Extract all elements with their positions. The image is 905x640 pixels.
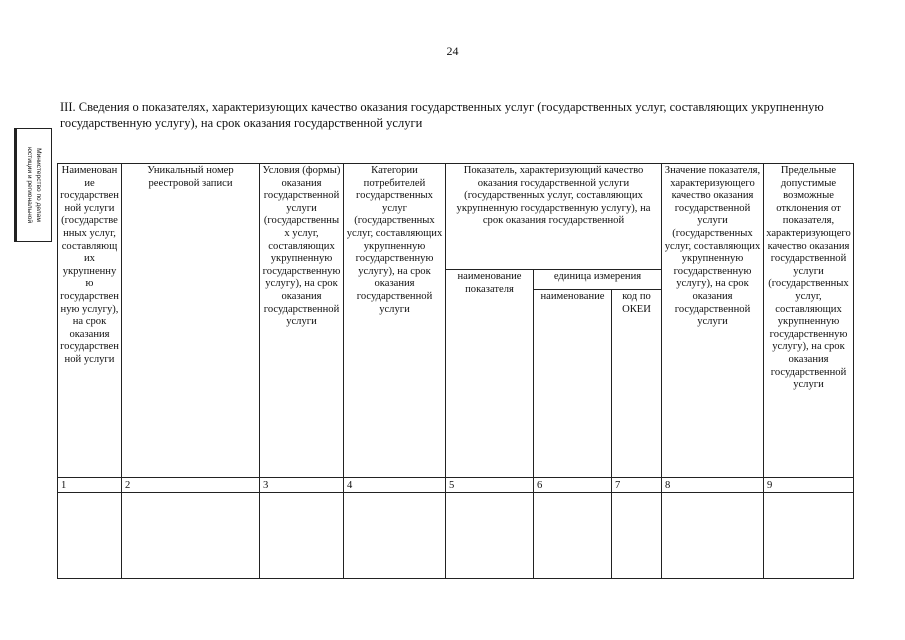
quality-indicators-table (57, 163, 854, 579)
header-indicator-name: наименование показателя (446, 270, 534, 478)
registration-stamp (14, 128, 52, 242)
table-cell (260, 493, 344, 579)
table-row (58, 493, 854, 579)
column-number: 3 (260, 478, 344, 493)
table-cell (122, 493, 260, 579)
header-indicator-value: Значение показателя, характеризующего качество оказания государственной услуги (государственных услуг, составляющих укрупненную государственную услугу), на срок оказания государственной услуги (662, 164, 764, 478)
table-cell (612, 493, 662, 579)
column-number: 8 (662, 478, 764, 493)
header-registry-number: Уникальный номер реестровой записи (122, 164, 260, 478)
table-cell (534, 493, 612, 579)
table-cell (58, 493, 122, 579)
table-cell (764, 493, 854, 579)
header-allowed-deviations: Предельные допустимые возможные отклонения от показателя, характеризующего качество оказания государственной услуги (государственных услуг, составляющих укрупненную государственную услугу), на срок оказания государственной услуги (764, 164, 854, 478)
column-number: 2 (122, 478, 260, 493)
header-row-1 (58, 164, 854, 270)
column-number: 1 (58, 478, 122, 493)
header-service-name: Наименование государственной услуги (государственных услуг, составляющих укрупненную государственную услугу), на срок оказания государственной услуги (58, 164, 122, 478)
column-number: 5 (446, 478, 534, 493)
column-number: 9 (764, 478, 854, 493)
table-cell (344, 493, 446, 579)
stamp-text (25, 130, 43, 240)
header-unit-group: единица измерения (534, 270, 662, 290)
table-cell (662, 493, 764, 579)
section-title: III. Сведения о показателях, характеризующих качество оказания государственных услуг (государственных услуг, составляющих укрупненную государственную услугу), на срок оказания государственной услуги (60, 100, 824, 130)
table-cell (446, 493, 534, 579)
column-numbers-row (58, 478, 854, 493)
header-conditions: Условия (формы) оказания государственной услуги (государственных услуг, составляющих укрупненную государственную услугу), на срок оказания государственной услуги (260, 164, 344, 478)
header-okei-code: код по ОКЕИ (612, 290, 662, 478)
column-number: 4 (344, 478, 446, 493)
header-indicator-group: Показатель, характеризующий качество оказания государственной услуги (государственных услуг, составляющих укрупненную государственную услугу), на срок оказания государственной (446, 164, 662, 270)
page-number: 24 (446, 44, 459, 58)
stamp-line-2: юстиции и региональной (26, 146, 33, 224)
column-number: 6 (534, 478, 612, 493)
header-unit-name: наименование (534, 290, 612, 478)
header-consumer-categories: Категории потребителей государственных услуг (государственных услуг, составляющих укрупненную государственную услугу), на срок оказания государственной услуги (344, 164, 446, 478)
column-number: 7 (612, 478, 662, 493)
stamp-line-1: Министерство по делам (35, 148, 42, 222)
